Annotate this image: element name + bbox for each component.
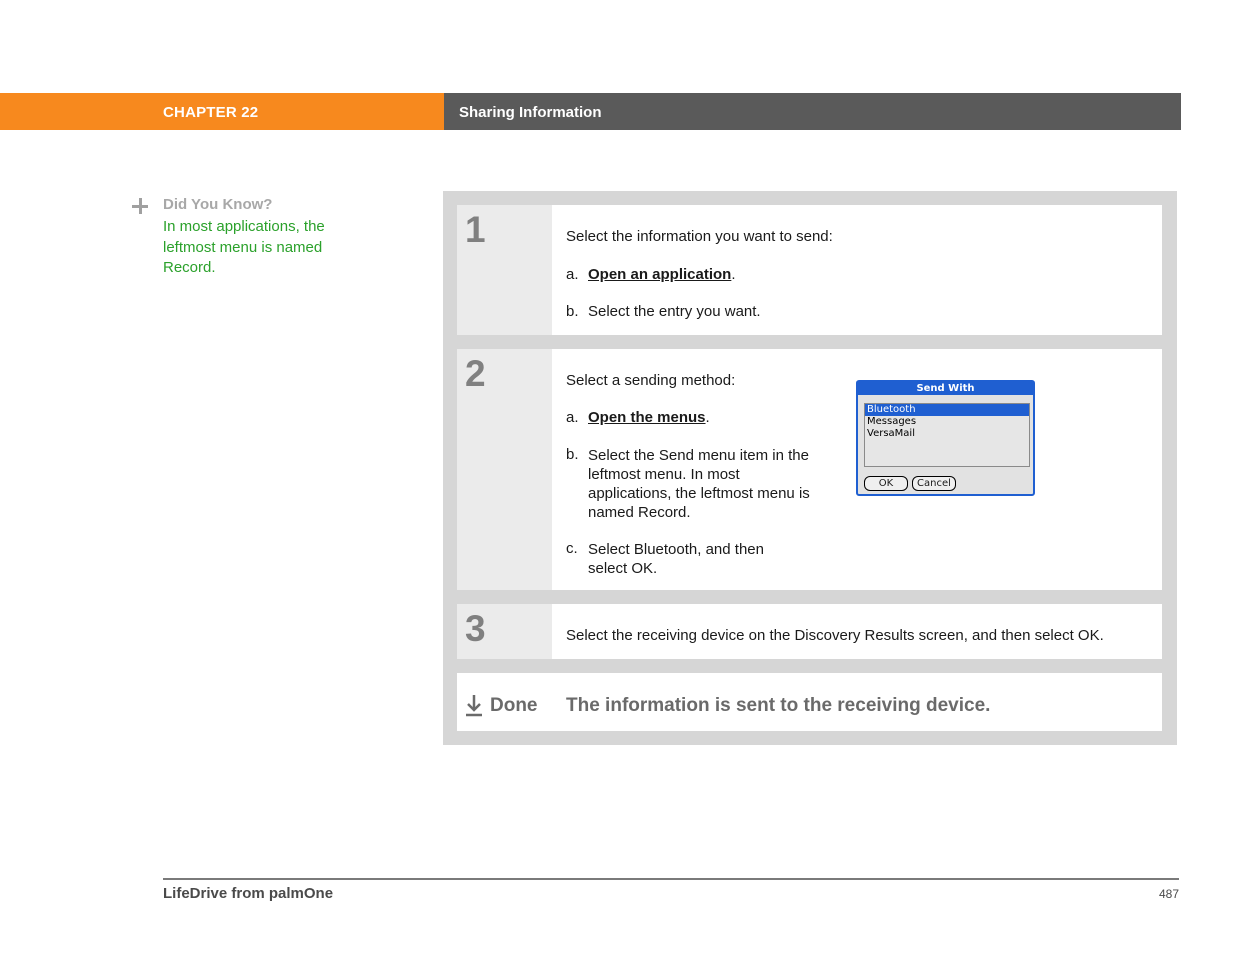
- step-number: 3: [465, 608, 486, 649]
- list-item: [566, 409, 710, 426]
- step-intro: Select a sending method:: [566, 372, 736, 389]
- step-number: 1: [465, 209, 486, 250]
- punctuation: .: [705, 409, 710, 426]
- option-bluetooth[interactable]: Bluetooth: [865, 404, 1029, 416]
- list-item-text: Select the Send menu item in the leftmost menu. In most applications, the leftmost menu is named Record.: [588, 447, 810, 521]
- dialog-title: Send With: [858, 382, 1033, 395]
- list-marker: a.: [566, 266, 579, 283]
- send-with-dialog: [856, 380, 1035, 496]
- section-title: Sharing Information: [459, 104, 602, 121]
- open-application-link[interactable]: Open an application: [588, 266, 732, 283]
- list-item: [566, 266, 736, 283]
- done-label: Done: [490, 695, 538, 716]
- step-number-cell: [457, 349, 552, 590]
- step-text: Select the receiving device on the Discovery Results screen, and then select OK.: [566, 627, 1104, 644]
- open-menus-link[interactable]: Open the menus: [588, 409, 706, 426]
- footer-title: LifeDrive from palmOne: [163, 885, 334, 902]
- list-marker: a.: [566, 409, 579, 426]
- step-number: 2: [465, 353, 486, 394]
- send-method-list: [864, 403, 1030, 467]
- list-marker: c.: [566, 540, 578, 557]
- step-3: [457, 604, 1162, 659]
- ok-button[interactable]: OK: [864, 476, 908, 491]
- step-number-cell: [457, 604, 552, 659]
- tip-text: In most applications, the leftmost menu is named Record.: [163, 218, 325, 276]
- tip-title: Did You Know?: [163, 196, 273, 213]
- list-item-text: Select Bluetooth, and then select OK.: [588, 541, 764, 577]
- list-item: [566, 540, 826, 580]
- cancel-button[interactable]: Cancel: [912, 476, 956, 491]
- list-marker: b.: [566, 303, 579, 320]
- done-row: [457, 673, 1162, 731]
- footer-divider: [163, 878, 1179, 880]
- down-arrow-icon: [465, 693, 483, 717]
- list-marker: b.: [566, 446, 579, 463]
- step-number-cell: [457, 205, 552, 335]
- page-number: 487: [1158, 887, 1179, 901]
- list-item: [566, 446, 826, 526]
- option-versamail[interactable]: VersaMail: [867, 428, 915, 439]
- list-item-text: Select the entry you want.: [588, 303, 761, 320]
- chapter-label: CHAPTER 22: [163, 104, 259, 121]
- done-text: The information is sent to the receiving device.: [566, 695, 991, 716]
- punctuation: .: [731, 266, 736, 283]
- step-1: [457, 205, 1162, 335]
- step-intro: Select the information you want to send:: [566, 228, 833, 245]
- plus-icon: [131, 197, 149, 215]
- step-2: [457, 349, 1162, 590]
- option-messages[interactable]: Messages: [867, 416, 917, 427]
- list-item: [566, 303, 761, 320]
